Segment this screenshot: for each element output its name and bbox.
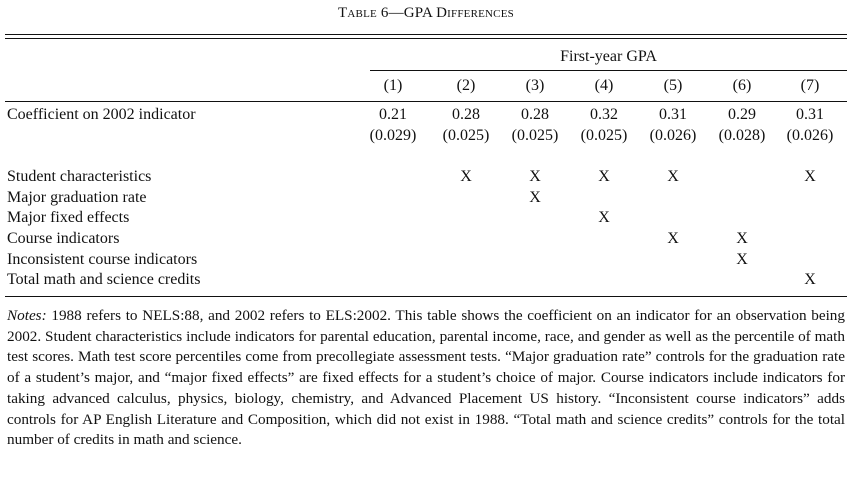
control-mark: X (598, 168, 610, 185)
notes-lead: Notes: (7, 307, 47, 324)
control-mark: X (736, 230, 748, 247)
top-rule-2 (5, 38, 847, 39)
column-header: (3) (525, 77, 545, 94)
column-header: (4) (594, 77, 614, 94)
column-header: (2) (456, 77, 476, 94)
column-header: (5) (663, 77, 683, 94)
control-row-label: Total math and science credits (7, 271, 201, 288)
std-error-cell: (0.028) (718, 127, 766, 144)
control-mark: X (667, 230, 679, 247)
group-underline (370, 70, 847, 71)
control-mark: X (598, 209, 610, 226)
std-error-cell: (0.026) (786, 127, 834, 144)
notes-text: 1988 refers to NELS:88, and 2002 refers to ELS:2002. This table shows the coefficient on an indicator for an observation being 2002. Student characteristics include indicators for parental education, parental income, race, and gender as well as the percentile of math test scores. Math test score percentiles come from precollegiate assessment tests. “Major graduation rate” controls for the graduation rate of a student’s major, and “major fixed effects” are fixed effects for a student’s choice of major. Course indicators include indicators for taking advanced calculus, physics, biology, chemistry, and Advanced Placement US history. “Inconsistent course indicators” adds controls for AP English Literature and Composition, which did not exist in 1988. “Total math and science credits” controls for the total number of credits in math and science. (7, 307, 845, 449)
table-notes (7, 306, 845, 451)
control-mark: X (736, 251, 748, 268)
control-mark: X (667, 168, 679, 185)
std-error-cell: (0.025) (511, 127, 559, 144)
column-header: (1) (383, 77, 403, 94)
control-row-label: Course indicators (7, 230, 120, 247)
control-mark: X (804, 168, 816, 185)
coefficient-cell: 0.21 (379, 106, 407, 123)
std-error-cell: (0.025) (580, 127, 628, 144)
control-row-label: Major graduation rate (7, 189, 147, 206)
column-header: (7) (800, 77, 820, 94)
coefficient-cell: 0.32 (590, 106, 618, 123)
table-title: Table 6—GPA Differences (338, 5, 514, 21)
std-error-cell: (0.029) (369, 127, 417, 144)
header-bottom-rule (5, 101, 847, 102)
coefficient-cell: 0.31 (796, 106, 824, 123)
coefficient-cell: 0.29 (728, 106, 756, 123)
std-error-cell: (0.026) (649, 127, 697, 144)
top-rule-1 (5, 34, 847, 35)
control-mark: X (529, 189, 541, 206)
control-row-label: Major fixed effects (7, 209, 130, 226)
control-mark: X (804, 271, 816, 288)
coefficient-cell: 0.31 (659, 106, 687, 123)
column-header: (6) (732, 77, 752, 94)
control-row-label: Student characteristics (7, 168, 152, 185)
coef-row-label: Coefficient on 2002 indicator (7, 106, 196, 123)
control-mark: X (460, 168, 472, 185)
std-error-cell: (0.025) (442, 127, 490, 144)
coefficient-cell: 0.28 (521, 106, 549, 123)
control-row-label: Inconsistent course indicators (7, 251, 198, 268)
coefficient-cell: 0.28 (452, 106, 480, 123)
control-mark: X (529, 168, 541, 185)
group-header: First-year GPA (560, 48, 657, 65)
table-bottom-rule (5, 296, 847, 297)
